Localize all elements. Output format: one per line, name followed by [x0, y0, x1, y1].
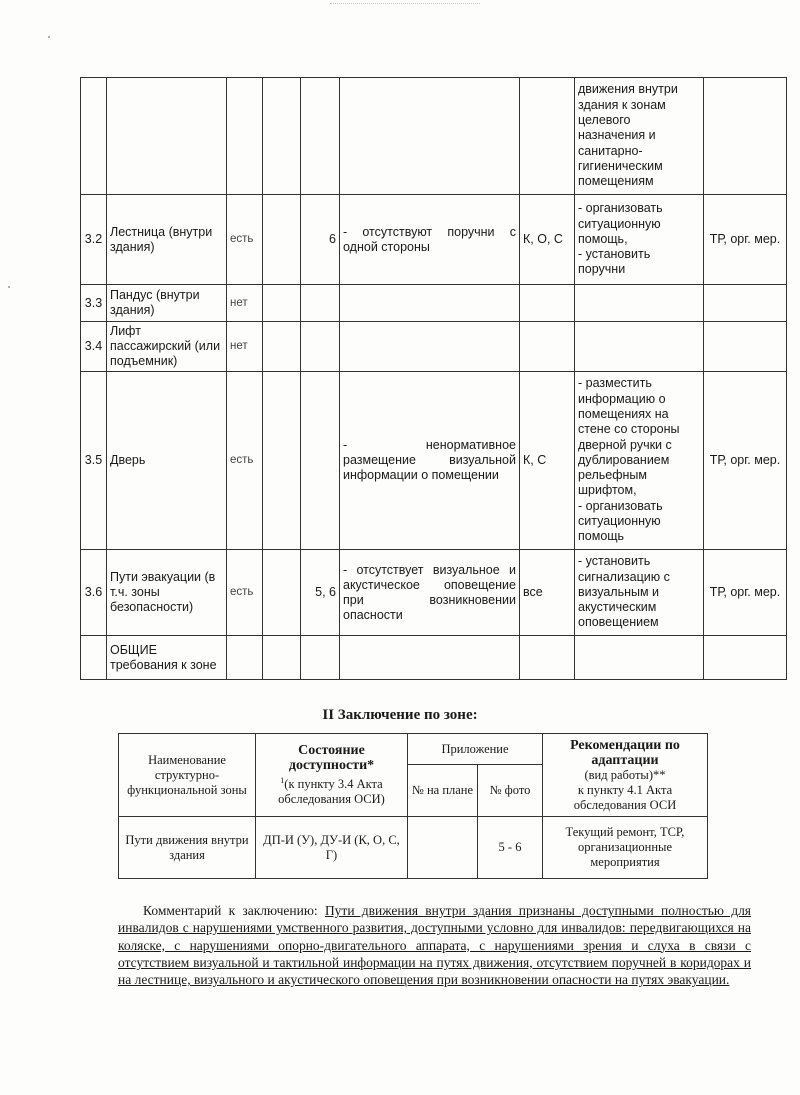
accessibility-table — [80, 77, 787, 680]
recommendation-line: помощь — [578, 529, 625, 544]
empty-cell — [263, 78, 301, 195]
conclusion-table — [118, 733, 708, 879]
element-name-cell: Лестница (внутри здания) — [107, 195, 227, 285]
availability-cell — [227, 78, 263, 195]
recommendation-line: - разместить — [578, 376, 652, 391]
row-number-cell — [81, 78, 107, 195]
recs-reference: к пункту 4.1 Акта обследования ОСИ — [573, 782, 677, 812]
category-cell — [520, 636, 575, 680]
work-type-cell — [704, 322, 787, 372]
recommendation-line: ситуационную — [578, 216, 661, 231]
table-row — [81, 78, 787, 195]
problem-cell: - ненормативное размещение визуальной информации о помещении — [340, 372, 520, 550]
attachment-header: Приложение — [408, 734, 543, 765]
recommendation-line: рельефным — [578, 468, 648, 483]
recommendation-line: шрифтом, — [578, 483, 637, 498]
conclusion-title: II Заключение по зоне: — [322, 707, 478, 723]
element-name-cell: Пандус (внутри здания) — [107, 285, 227, 322]
recs-header — [543, 734, 708, 817]
photo-number-cell: 5, 6 — [301, 550, 340, 636]
category-cell — [520, 78, 575, 195]
row-number-cell — [81, 636, 107, 680]
empty-cell — [263, 372, 301, 550]
comment-text: Пути движения внутри здания признаны доступными полностью для инвалидов с нарушениями умственного развития, доступными условно для инвалидов: передвигающихся на коляске, с нарушениями опорно-двигательного аппарата, с нарушениями зрения и слуха в связи с отсутствием визуальной и тактильной информации на путях движения, отсутствием поручней в коридорах и на лестнице, визуального и акустического оповещения при возникновении опасности на путях эвакуации. — [118, 903, 752, 988]
recommendation-line: помещениях на — [578, 406, 669, 421]
recommendation-cell — [575, 550, 704, 636]
recommendation-line: визуальным и — [578, 584, 660, 599]
recommendation-line: оповещением — [578, 615, 659, 630]
photo-number-cell — [301, 78, 340, 195]
row-number-cell: 3.5 — [81, 372, 107, 550]
photo-number-cell — [301, 285, 340, 322]
availability-cell: есть — [227, 195, 263, 285]
recommendation-line: стене со стороны — [578, 422, 680, 437]
recommendation-line: движения внутри — [578, 82, 678, 97]
problem-cell — [340, 636, 520, 680]
recommendation-line: ситуационную — [578, 514, 661, 529]
problem-cell — [340, 285, 520, 322]
category-cell: К, О, С — [520, 195, 575, 285]
footnote-mark: 1 — [280, 775, 285, 785]
problem-cell: - отсутствуют поручни с одной стороны — [340, 195, 520, 285]
empty-cell — [263, 550, 301, 636]
availability-cell: есть — [227, 372, 263, 550]
recommendation-line: дверной ручки с — [578, 437, 672, 452]
recommendation-line: дублированием — [578, 452, 670, 467]
state-cell: ДП-И (У), ДУ-И (К, О, С, Г) — [256, 817, 408, 879]
element-name-cell: Дверь — [107, 372, 227, 550]
table-row — [81, 550, 787, 636]
recommendation-line: целевого — [578, 113, 631, 128]
conclusion-comment — [118, 902, 751, 988]
scan-artifact — [48, 36, 50, 38]
comment-label: Комментарий к заключению: — [143, 903, 318, 918]
photo-cell: 5 - 6 — [478, 817, 543, 879]
recommendation-line: назначения и — [578, 128, 656, 143]
scan-artifact — [8, 286, 10, 288]
recommendation-cell — [575, 285, 704, 322]
recommendation-line: помощь, — [578, 231, 628, 246]
state-title: Состояние доступности* — [288, 742, 375, 773]
category-cell: все — [520, 550, 575, 636]
availability-cell — [227, 636, 263, 680]
row-number-cell: 3.3 — [81, 285, 107, 322]
recommendation-line: санитарно- — [578, 143, 643, 158]
recommendation-line: - организовать — [578, 498, 663, 513]
recs-cell: Текущий ремонт, ТСР, организационные мероприятия — [543, 817, 708, 879]
photo-number-header: № фото — [478, 765, 543, 817]
recommendation-cell — [575, 78, 704, 195]
table-row — [81, 285, 787, 322]
category-cell — [520, 285, 575, 322]
recommendation-line: - установить — [578, 554, 651, 569]
availability-cell: нет — [227, 322, 263, 372]
availability-cell: есть — [227, 550, 263, 636]
table-row — [81, 636, 787, 680]
recommendation-line: акустическим — [578, 600, 657, 615]
recs-title: Рекомендации по адаптации — [570, 737, 680, 768]
recommendation-cell — [575, 322, 704, 372]
recs-subtitle: (вид работы)** — [584, 767, 666, 782]
recommendation-line: здания к зонам — [578, 97, 666, 112]
zone-name-cell: Пути движения внутри здания — [119, 817, 256, 879]
row-number-cell: 3.4 — [81, 322, 107, 372]
empty-cell — [263, 285, 301, 322]
state-subtitle: (к пункту 3.4 Акта обследования ОСИ) — [278, 777, 385, 807]
recommendation-cell — [575, 636, 704, 680]
empty-cell — [263, 195, 301, 285]
category-cell — [520, 322, 575, 372]
work-type-cell — [704, 78, 787, 195]
conclusion-header-row — [119, 734, 708, 765]
element-name-cell — [107, 78, 227, 195]
scan-header-mark — [330, 3, 480, 8]
problem-cell — [340, 78, 520, 195]
table-row — [81, 372, 787, 550]
photo-number-cell: 6 — [301, 195, 340, 285]
recommendation-line: - установить — [578, 247, 651, 262]
recommendation-line: информацию о — [578, 391, 666, 406]
work-type-cell — [704, 636, 787, 680]
recommendation-line: - организовать — [578, 201, 663, 216]
plan-number-header: № на плане — [408, 765, 478, 817]
recommendation-line: сигнализацию с — [578, 569, 670, 584]
recommendation-line: гигиеническим — [578, 158, 663, 173]
category-cell: К, С — [520, 372, 575, 550]
conclusion-row — [119, 817, 708, 879]
recommendation-cell — [575, 195, 704, 285]
availability-cell: нет — [227, 285, 263, 322]
photo-number-cell — [301, 322, 340, 372]
recommendation-cell — [575, 372, 704, 550]
table-row — [81, 322, 787, 372]
work-type-cell: ТР, орг. мер. — [704, 550, 787, 636]
empty-cell — [263, 322, 301, 372]
element-name-cell: Лифт пассажирский (или подъемник) — [107, 322, 227, 372]
recommendation-line: поручни — [578, 262, 626, 277]
problem-cell: - отсутствует визуальное и акустическое оповещение при возникновении опасности — [340, 550, 520, 636]
photo-number-cell — [301, 372, 340, 550]
photo-number-cell — [301, 636, 340, 680]
table-row — [81, 195, 787, 285]
work-type-cell: ТР, орг. мер. — [704, 372, 787, 550]
work-type-cell — [704, 285, 787, 322]
element-name-cell: Пути эвакуации (в т.ч. зоны безопасности) — [107, 550, 227, 636]
empty-cell — [263, 636, 301, 680]
plan-cell — [408, 817, 478, 879]
row-number-cell: 3.6 — [81, 550, 107, 636]
state-header — [256, 734, 408, 817]
work-type-cell: ТР, орг. мер. — [704, 195, 787, 285]
row-number-cell: 3.2 — [81, 195, 107, 285]
problem-cell — [340, 322, 520, 372]
element-name-cell: ОБЩИЕ требования к зоне — [107, 636, 227, 680]
recommendation-line: помещениям — [578, 174, 654, 189]
zone-name-header: Наименование структурно-функциональной зоны — [119, 734, 256, 817]
